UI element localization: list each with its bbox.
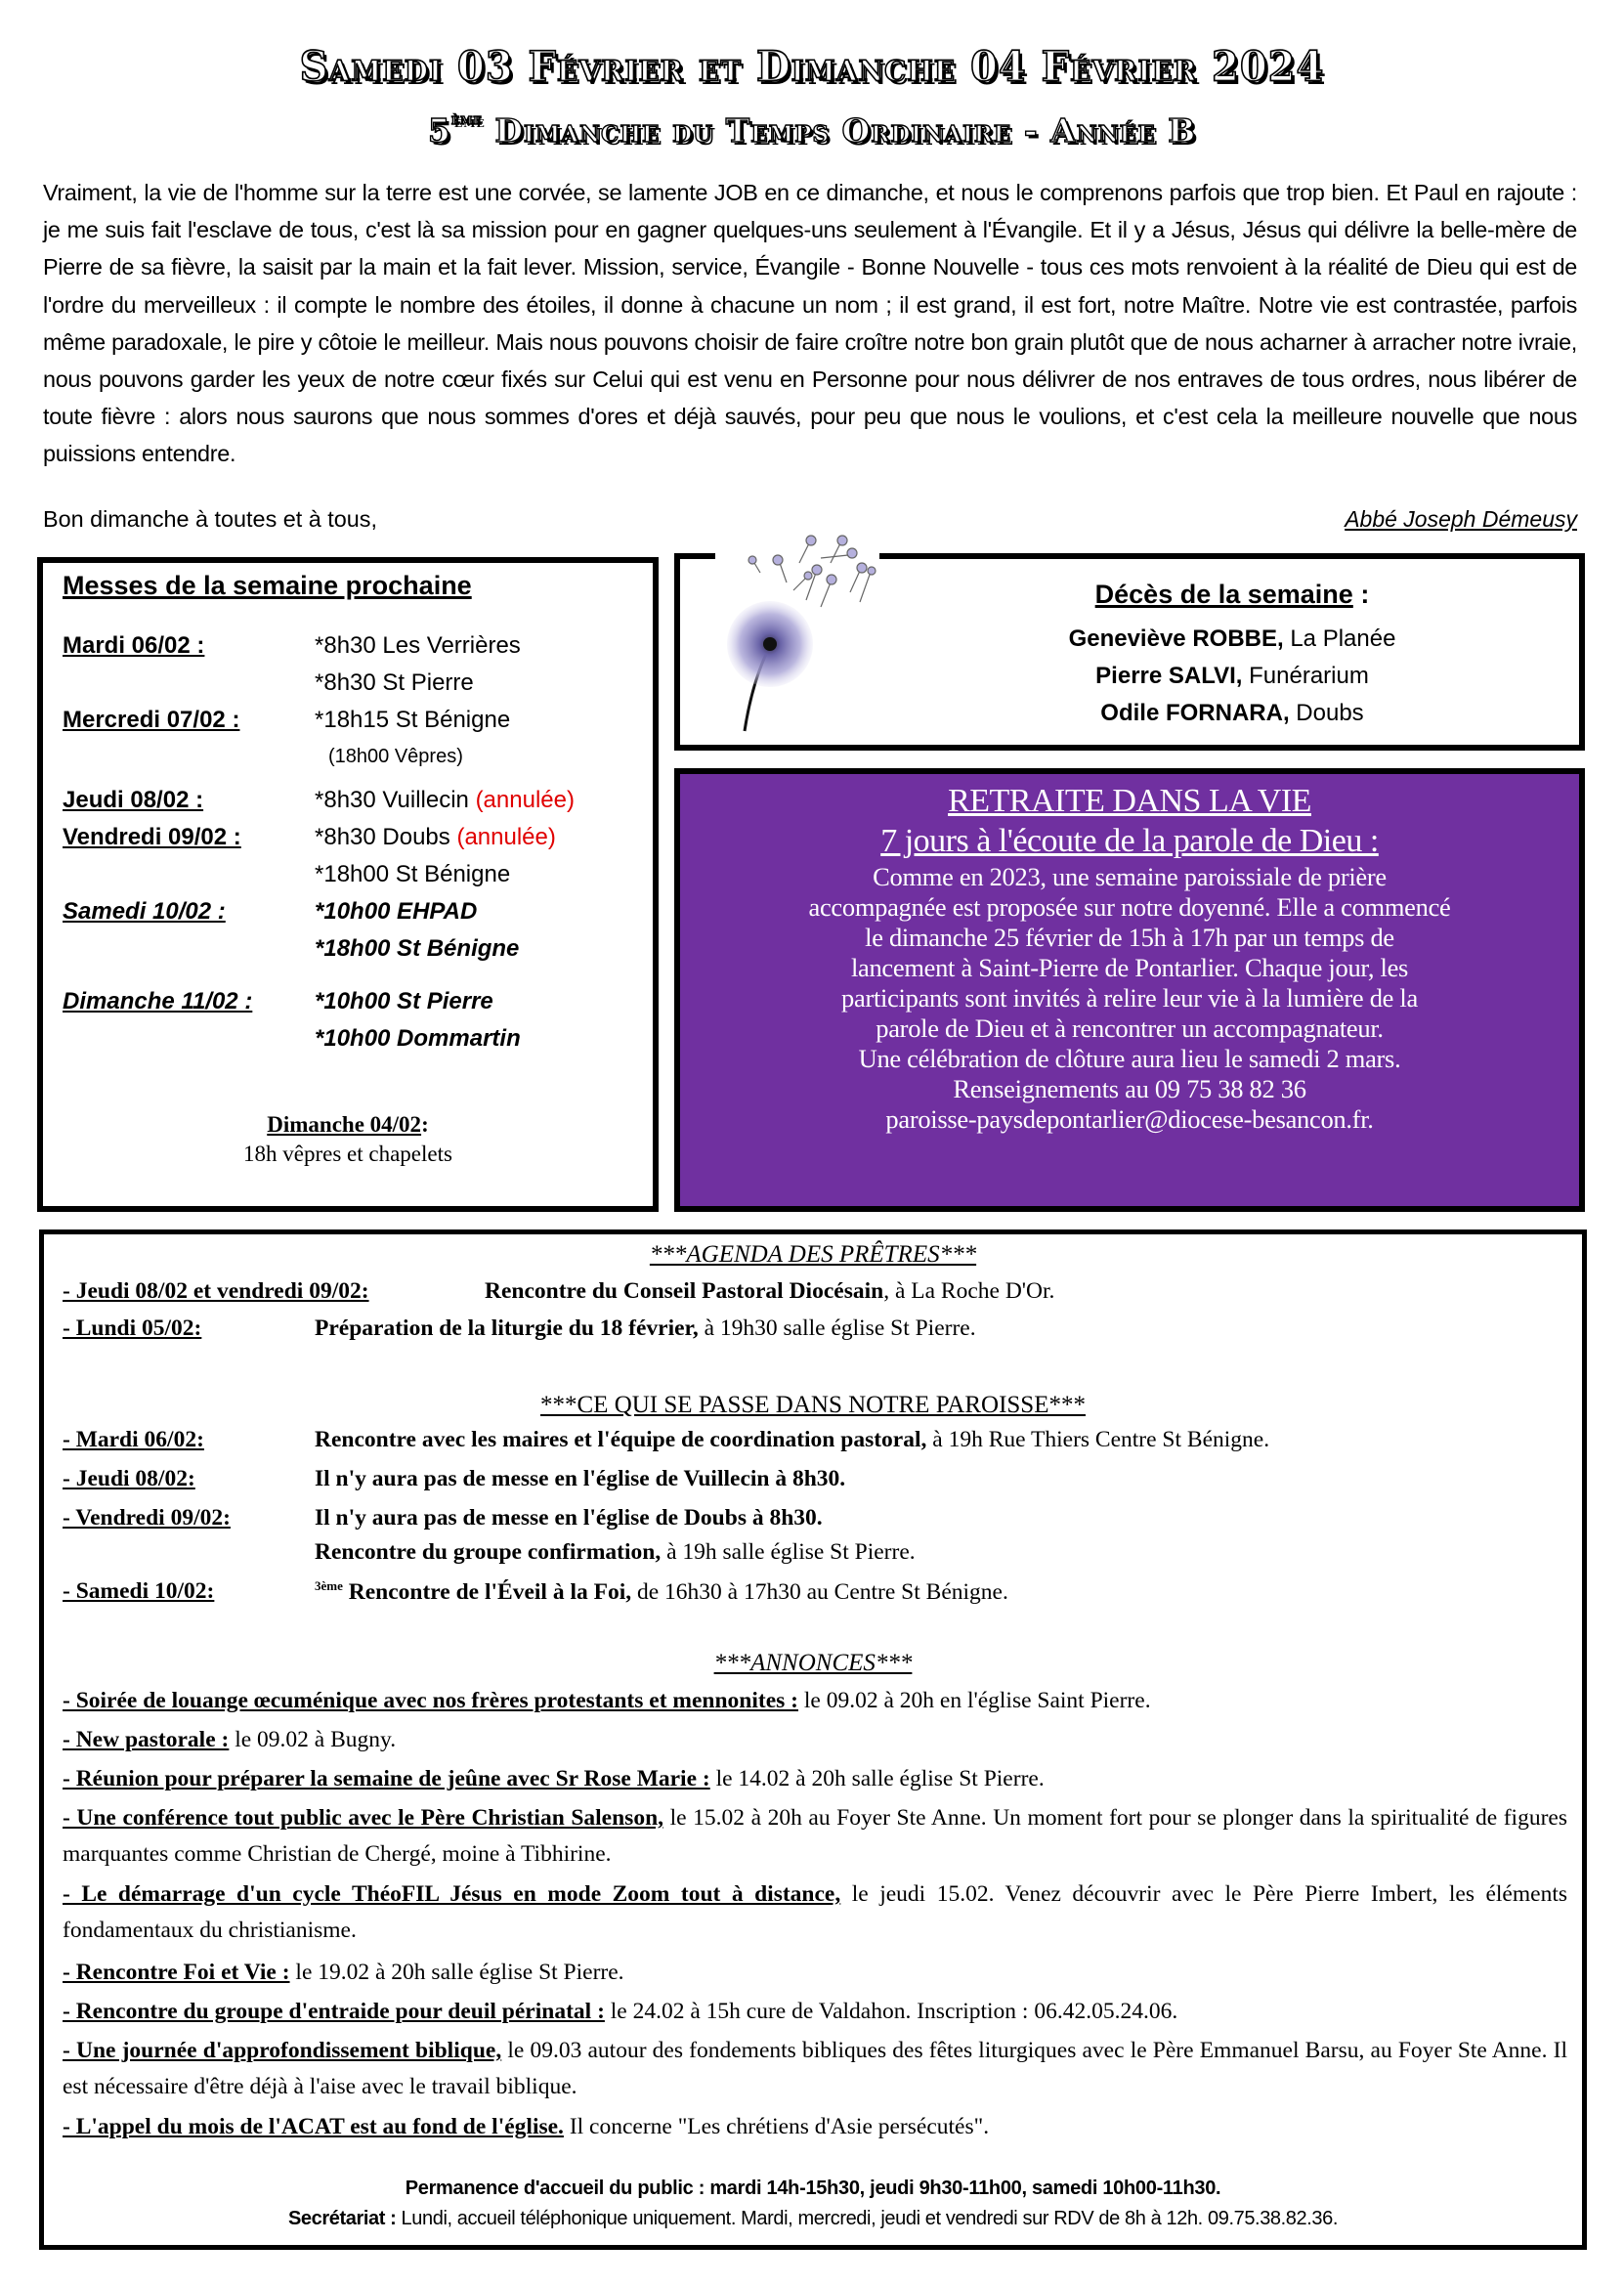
mass-day: Jeudi 08/02 : xyxy=(63,787,204,813)
retreat-line: Comme en 2023, une semaine paroissiale de prière xyxy=(873,862,1387,891)
announcements-title-text: ***ANNONCES*** xyxy=(713,1650,913,1676)
retreat-line: accompagnée est proposée sur notre doyenné. Elle a commencé xyxy=(808,892,1451,922)
retreat-line: Une célébration de clôture aura lieu le samedi 2 mars. xyxy=(858,1044,1401,1073)
agenda-bold: Il n'y aura pas de messe en l'église de Vuillecin à 8h30. xyxy=(315,1466,846,1491)
mass-day: Mercredi 07/02 : xyxy=(63,707,240,733)
announcement-item xyxy=(63,1876,1567,1949)
mass-day: Vendredi 09/02 : xyxy=(63,824,241,850)
announcement-heading: - Une conférence tout public avec le Père Christian Salenson, xyxy=(63,1805,664,1831)
announcement-text: le 09.02 à Bugny. xyxy=(229,1727,397,1752)
mass-time: *18h00 St Bénigne xyxy=(315,935,520,962)
agenda-rest: à 19h30 salle église St Pierre. xyxy=(698,1316,976,1341)
announcement-item xyxy=(63,2033,1567,2105)
announcement-heading: - Rencontre du groupe d'entraide pour deuil périnatal : xyxy=(63,1999,605,2024)
announcement-text: le 14.02 à 20h salle église St Pierre. xyxy=(709,1766,1045,1791)
death-place: Doubs xyxy=(1289,700,1364,726)
agenda-text xyxy=(485,1278,1054,1305)
announcement-text: le 09.03 autour des fondements bibliques des fêtes liturgiques avec le Père Emmanuel Barsu, au Foyer Ste Anne. Il est nécessaire d'être déjà à l'aise avec le travail biblique. xyxy=(63,2038,1567,2099)
death-name: Pierre SALVI, xyxy=(1095,663,1243,689)
announcement-item xyxy=(63,1761,1567,1797)
agenda-text xyxy=(315,1578,1008,1606)
agenda-text xyxy=(315,1316,976,1342)
announcement-text: le 24.02 à 15h cure de Valdahon. Inscription : 06.42.05.24.06. xyxy=(604,1999,1178,2024)
announcement-text: le 09.02 à 20h en l'église Saint Pierre. xyxy=(798,1688,1151,1713)
intro-paragraph: Vraiment, la vie de l'homme sur la terre est une corvée, se lamente JOB en ce dimanche, et nous le comprenons parfois que trop bien. Et Paul en rajoute : je me suis fait l'esclave de tous, c'est là sa mission pour en gagner quelques-uns seulement à l'Évangile. Et il y a Jésus, Jésus qui délivre la belle-mère de Pierre de sa fièvre, la saisit par la main et la fait lever. Mission, service, Évangile - Bonne Nouvelle - tous ces mots renvoient à la réalité de Dieu qui est de l'ordre du merveilleux : il compte le nombre des étoiles, il donne à chacune un nom ; il est grand, il est fort, notre Maître. Notre vie est contrastée, parfois même paradoxale, le pire y côtoie le meilleur. Mais nous pouvons choisir de faire croître notre bon grain plutôt que de nous acharner à arracher notre ivraie, nous pouvons garder les yeux de notre cœur fixés sur Celui qui est venu en Personne pour nous délivrer de nos entraves de tous ordres, nous libérer de toute fièvre : alors nous saurons que nous sommes d'ores et déjà sauvés, pour peu que nous le voulions, et c'est cela la meilleure nouvelle que nous puissions entendre. xyxy=(43,180,1577,467)
bulletin-subtitle xyxy=(0,109,1624,150)
death-name: Odile FORNARA, xyxy=(1100,700,1290,726)
mass-time-text: *8h30 Doubs xyxy=(315,824,450,850)
agenda-bold: Préparation de la liturgie du 18 février, xyxy=(315,1316,699,1341)
intro-closing: Bon dimanche à toutes et à tous, xyxy=(43,506,377,532)
announcement-heading: - Rencontre Foi et Vie : xyxy=(63,1960,290,1985)
mass-day: Mardi 06/02 : xyxy=(63,632,205,659)
mass-time: *10h00 EHPAD xyxy=(315,898,478,925)
retreat-content xyxy=(684,782,1575,1135)
announcement-heading: - Soirée de louange œcuménique avec nos frères protestants et mennonites : xyxy=(63,1688,798,1713)
agenda-date: - Jeudi 08/02 et vendredi 09/02: xyxy=(63,1278,369,1304)
agenda-bold: Rencontre de l'Éveil à la Foi, xyxy=(342,1578,632,1605)
ordinal-suffix: ème xyxy=(450,109,483,128)
announcement-item xyxy=(63,1955,1567,1991)
retreat-subtitle: 7 jours à l'écoute de la parole de Dieu : xyxy=(880,823,1379,859)
sunday-vespers-text: 18h vêpres et chapelets xyxy=(243,1142,452,1166)
mass-time: *10h00 St Pierre xyxy=(315,988,493,1014)
parish-agenda-title-text: ***CE QUI SE PASSE DANS NOTRE PAROISSE*** xyxy=(540,1392,1086,1418)
agenda-date: - Samedi 10/02: xyxy=(63,1578,215,1604)
announcement-item xyxy=(63,2109,1567,2145)
retreat-email[interactable]: paroisse-paysdepontarlier@diocese-besancon.fr. xyxy=(885,1104,1374,1134)
retreat-title: RETRAITE DANS LA VIE xyxy=(948,783,1311,819)
mass-time-text: *8h30 Vuillecin xyxy=(315,787,469,813)
announcement-heading: - Le démarrage d'un cycle ThéoFIL Jésus en mode Zoom tout à distance, xyxy=(63,1881,841,1907)
secretariat-text: Lundi, accueil téléphonique uniquement. Mardi, mercredi, jeudi et vendredi sur RDV de 8h à 12h. 09.75.38.82.36. xyxy=(396,2208,1339,2229)
retreat-line: participants sont invités à relire leur vie à la lumière de la xyxy=(841,983,1418,1013)
parish-agenda-title xyxy=(39,1392,1587,1419)
mass-day: Dimanche 11/02 : xyxy=(63,988,253,1014)
announcement-item xyxy=(63,1994,1567,2030)
announcement-text: le 19.02 à 20h salle église St Pierre. xyxy=(289,1960,624,1985)
masses-title: Messes de la semaine prochaine xyxy=(63,571,472,600)
ordinal-number: 5 xyxy=(427,111,451,150)
priests-agenda-title-text: ***AGENDA DES PRÊTRES*** xyxy=(649,1241,977,1268)
bulletin-title: Samedi 03 Février et Dimanche 04 Février 2024 xyxy=(299,42,1325,92)
death-place: Funérarium xyxy=(1242,663,1369,689)
death-entry xyxy=(879,663,1585,690)
announcement-text: le jeudi 15.02. Venez découvrir avec le Père Pierre Imbert, les éléments fondamentaux du christianisme. xyxy=(63,1881,1567,1943)
agenda-bold: Il n'y aura pas de messe en l'église de Doubs à 8h30. xyxy=(315,1505,823,1531)
death-place: La Planée xyxy=(1283,625,1396,652)
mass-note: (18h00 Vêpres) xyxy=(328,746,463,767)
agenda-bold: Rencontre du Conseil Pastoral Diocésain xyxy=(485,1278,884,1304)
subtitle-text: Dimanche du Temps Ordinaire - Année B xyxy=(494,111,1197,150)
agenda-date: - Mardi 06/02: xyxy=(63,1427,204,1452)
death-entry xyxy=(879,625,1585,653)
signature: Abbé Joseph Démeusy xyxy=(1345,506,1577,532)
cancelled-badge: (annulée) xyxy=(456,824,556,850)
announcement-text: le 15.02 à 20h au Foyer Ste Anne. Un moment fort pour se plonger dans la spiritualité de figures marquantes comme Christian de Chergé, moine à Tibhirine. xyxy=(63,1805,1567,1867)
agenda-date: - Vendredi 09/02: xyxy=(63,1505,231,1531)
announcement-item xyxy=(63,1722,1567,1758)
agenda-text xyxy=(315,1466,845,1492)
reception-hours: Permanence d'accueil du public : mardi 14h-15h30, jeudi 9h30-11h00, samedi 10h00-11h30. xyxy=(405,2178,1221,2199)
mass-time: *18h15 St Bénigne xyxy=(315,707,511,733)
sunday-vespers-colon: : xyxy=(421,1112,429,1137)
agenda-rest: à 19h Rue Thiers Centre St Bénigne. xyxy=(926,1427,1270,1452)
dandelion-icon xyxy=(684,524,889,749)
agenda-date: - Lundi 05/02: xyxy=(63,1316,202,1341)
cancelled-badge: (annulée) xyxy=(475,787,575,813)
death-entry xyxy=(879,700,1585,727)
announcement-heading: - L'appel du mois de l'ACAT est au fond de l'église. xyxy=(63,2114,564,2139)
announcement-item xyxy=(63,1800,1567,1873)
agenda-text xyxy=(315,1427,1269,1453)
announcement-item xyxy=(63,1683,1567,1719)
deaths-box-top-border xyxy=(879,553,1585,559)
retreat-line: Renseignements au 09 75 38 82 36 xyxy=(953,1074,1306,1103)
announcement-text: Il concerne "Les chrétiens d'Asie persécutés". xyxy=(563,2114,990,2139)
announcements-title xyxy=(39,1650,1587,1677)
agenda-text xyxy=(315,1539,916,1566)
announcement-heading: - Une journée d'approfondissement biblique, xyxy=(63,2038,502,2063)
agenda-rest: de 16h30 à 17h30 au Centre St Bénigne. xyxy=(631,1578,1008,1605)
deaths-title-text: Décès de la semaine xyxy=(1094,580,1353,609)
retreat-body xyxy=(684,862,1575,1135)
agenda-text xyxy=(315,1505,823,1531)
death-name: Geneviève ROBBE, xyxy=(1068,625,1284,652)
priests-agenda-title xyxy=(39,1241,1587,1269)
agenda-bold: Rencontre avec les maires et l'équipe de coordination pastoral, xyxy=(315,1427,927,1452)
announcement-heading: - New pastorale : xyxy=(63,1727,230,1752)
sunday-vespers-title xyxy=(37,1112,659,1138)
retreat-line: lancement à Saint-Pierre de Pontarlier. Chaque jour, les xyxy=(850,953,1409,982)
secretariat-label: Secrétariat : xyxy=(287,2208,397,2229)
mass-time xyxy=(315,787,575,814)
retreat-line: parole de Dieu et à rencontrer un accompagnateur. xyxy=(876,1014,1384,1043)
deaths-title xyxy=(879,580,1585,610)
mass-time: *18h00 St Bénigne xyxy=(315,861,511,887)
agenda-rest: , à La Roche D'Or. xyxy=(883,1278,1055,1304)
mass-day: Samedi 10/02 : xyxy=(63,898,226,925)
secretariat-info xyxy=(39,2208,1587,2230)
mass-time: *10h00 Dommartin xyxy=(315,1025,521,1052)
announcement-heading: - Réunion pour préparer la semaine de jeûne avec Sr Rose Marie : xyxy=(63,1766,710,1791)
retreat-line: le dimanche 25 février de 15h à 17h par un temps de xyxy=(865,923,1394,952)
agenda-date: - Jeudi 08/02: xyxy=(63,1466,195,1491)
deaths-title-colon: : xyxy=(1352,580,1370,609)
agenda-bold: Rencontre du groupe confirmation, xyxy=(315,1539,662,1565)
ordinal-suffix: 3ème xyxy=(315,1578,343,1593)
mass-time: *8h30 St Pierre xyxy=(315,669,474,696)
agenda-rest: à 19h salle église St Pierre. xyxy=(661,1539,916,1565)
mass-time xyxy=(315,824,556,851)
mass-time: *8h30 Les Verrières xyxy=(315,632,521,659)
sunday-vespers-label: Dimanche 04/02 xyxy=(267,1112,422,1137)
